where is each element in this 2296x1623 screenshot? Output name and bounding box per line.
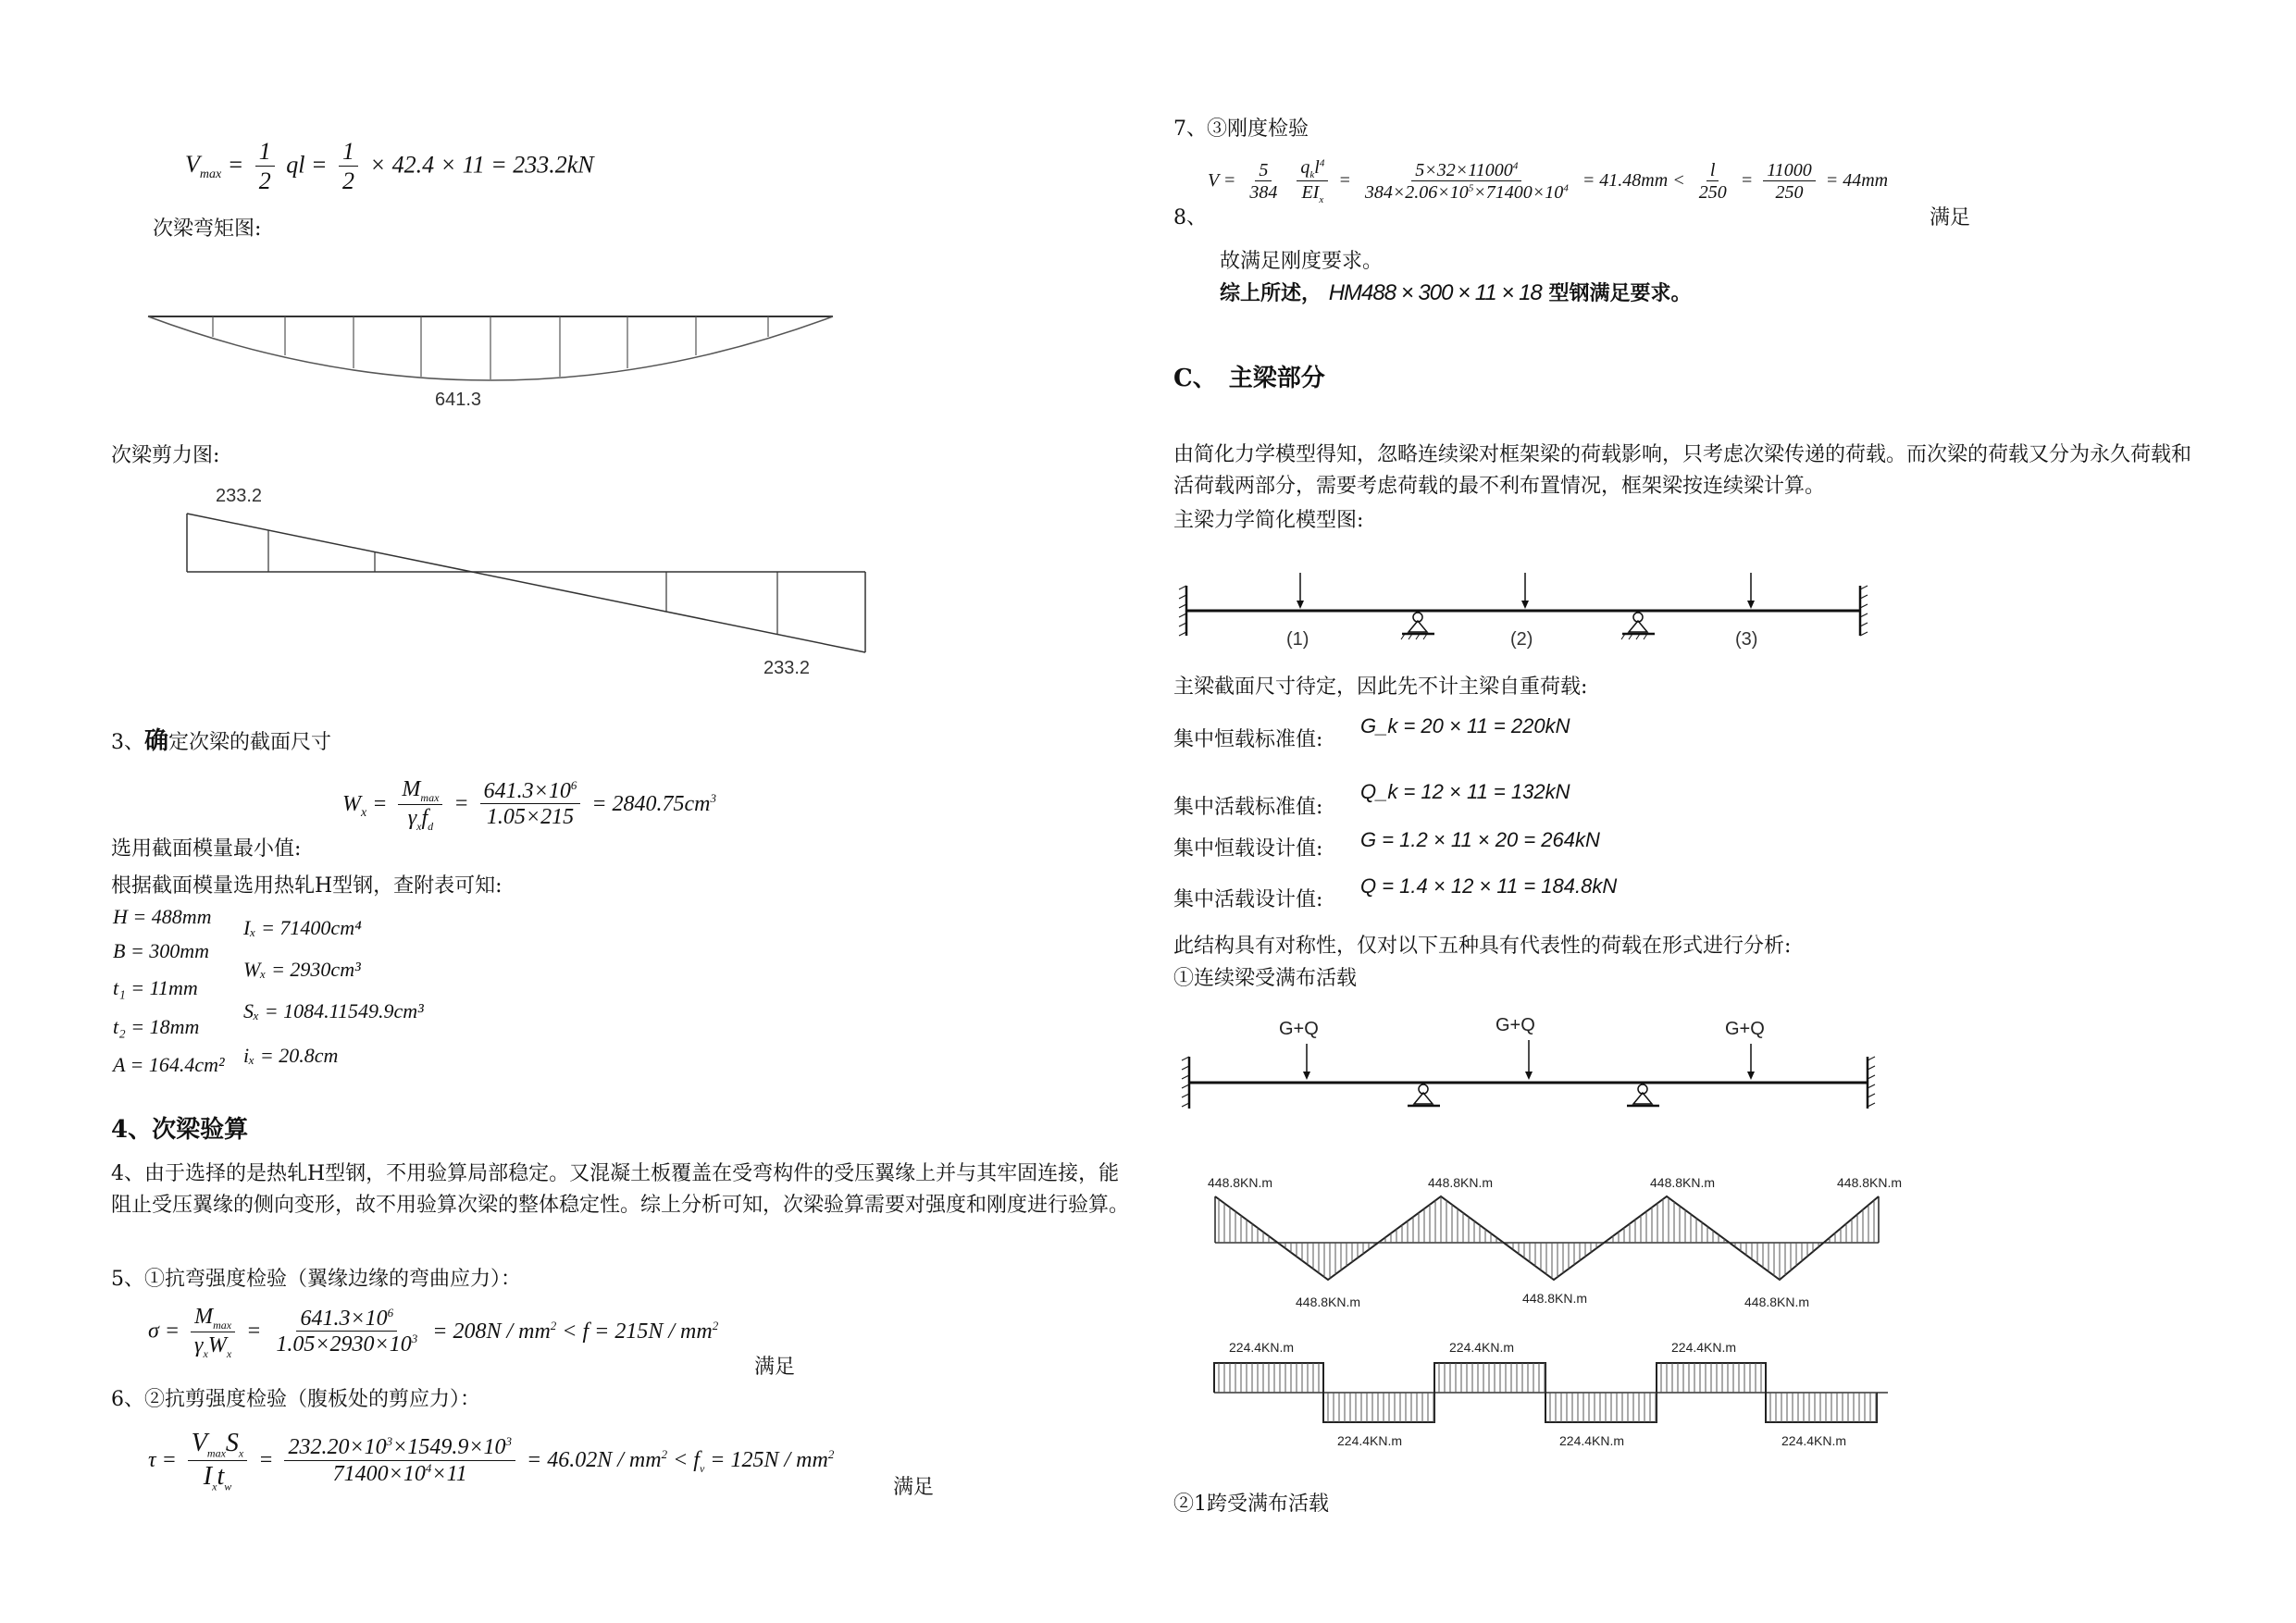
wx-equation: $W_x$ = $\frac{M_{max}}{\gamma_xf_d}$ = $\frac{641.3\times 10^6}{1.05\times 215}$ = $2840.75cm^3$ — [342, 777, 717, 833]
moment-label-5: 448.8KN.m — [1650, 1175, 1716, 1190]
live-std-label: 集中活载标准值: — [1173, 796, 1323, 819]
section-4-title: 4、次梁验算 — [111, 1116, 249, 1144]
case-1-title: ①连续梁受满布活载 — [1173, 967, 1358, 990]
secondary-beam-shear-diagram — [176, 481, 916, 680]
dead-std-equation: G_k = 20 × 11 = 220kN — [1360, 714, 1570, 737]
prop-A: A = 164.4cm² — [113, 1053, 225, 1076]
deflection-equation: V = $\frac{5}{384}$ $\frac{q_kl^4}{EI_x}$ = $\frac{5\times 32\times 11000^4}{384\times 2.06\times 10^5\times 71400\times 10^4}$ = 41.48mm < $\frac{l}{250}$ = $\frac{11000}{250}$ = 44mm — [1208, 157, 1889, 206]
shear-label-4: 224.4KN.m — [1337, 1433, 1403, 1448]
load-arrow-1 — [1297, 573, 1304, 609]
model-title: 主梁力学简化模型图: — [1173, 509, 1364, 532]
dead-std-label: 集中恒载标准值: — [1173, 728, 1323, 751]
section-c-title: C、 主梁部分 — [1173, 365, 1325, 392]
shear-bottom-label: 233.2 — [763, 658, 811, 678]
prop-t1: t₁ = 11mm — [113, 976, 198, 999]
shear-label-1: 224.4KN.m — [1229, 1340, 1295, 1355]
section-designation: HM488 × 300 × 11 × 18 — [1328, 280, 1542, 305]
table-intro-text: 根据截面模量选用热轧H型钢，查附表可知: — [111, 874, 503, 898]
item-8-text: 8、 — [1173, 206, 1207, 229]
symmetry-text: 此结构具有对称性，仅对以下五种具有代表性的荷载在形式进行分析: — [1173, 935, 1792, 958]
shear-top-label: 233.2 — [216, 486, 263, 506]
moment-label-1: 448.8KN.m — [1208, 1175, 1273, 1190]
moment-diagram-title: 次梁弯矩图: — [153, 217, 262, 241]
case1-pin-2 — [1627, 1084, 1659, 1106]
moment-label-4: 448.8KN.m — [1522, 1291, 1588, 1306]
vmax-equation: $V_{max}$ = $\frac{1}{2}$ ql = $\frac{1}{2}$ × 42.4 × 11 = 233.2kN — [185, 138, 594, 194]
tau-equation: τ = $\frac{V_{max}S_x}{I_xt_w}$ = $\frac{232.20\times 10^3\times 1549.9\times 10^3}{71400\times 10^4\times 11}$ = $46.02N / mm^2 < f_v = 125N / mm^2$ — [148, 1429, 835, 1493]
case1-load-2: G+Q — [1496, 1015, 1535, 1035]
moment-hatch — [213, 316, 768, 379]
no-selfweight-text: 主梁截面尺寸待定，因此先不计主梁自重荷载: — [1173, 675, 1588, 699]
case1-load-3: G+Q — [1725, 1019, 1765, 1039]
ok-label-3: 满足 — [1930, 206, 1971, 229]
moment-label-6: 448.8KN.m — [1744, 1295, 1810, 1309]
conclusion-prefix: 综上所述， — [1220, 281, 1322, 305]
case1-right-fixed — [1868, 1057, 1875, 1109]
load-label-2: (2) — [1510, 629, 1533, 650]
item-5-text: 5、①抗弯强度检验（翼缘边缘的弯曲应力）： — [111, 1268, 521, 1291]
load-arrow-2 — [1521, 573, 1529, 609]
item-7-text: 7、③刚度检验 — [1173, 118, 1309, 141]
prop-B: B = 300mm — [113, 939, 210, 962]
moment-label-3: 448.8KN.m — [1428, 1175, 1494, 1190]
conclusion-suffix: 型钢满足要求。 — [1548, 281, 1692, 305]
live-design-label: 集中活载设计值: — [1173, 888, 1323, 911]
case1-left-fixed — [1182, 1057, 1189, 1109]
load-label-3: (3) — [1735, 629, 1758, 650]
prop-ix: iₓ = 20.8cm — [243, 1044, 339, 1067]
case-1-moment-diagram — [1198, 1171, 1911, 1314]
prop-t2: t₂ = 18mm — [113, 1015, 200, 1038]
case1-pin-1 — [1408, 1084, 1440, 1106]
dead-design-label: 集中恒载设计值: — [1173, 837, 1323, 861]
ok-label-1: 满足 — [754, 1356, 796, 1379]
case-1-shear-diagram — [1203, 1337, 1906, 1453]
conclusion-summary — [1220, 278, 1691, 306]
prop-Sx: Sₓ = 1084.11549.9cm³ — [243, 999, 424, 1022]
live-std-equation: Q_k = 12 × 11 = 132kN — [1360, 780, 1570, 803]
load-arrow-3 — [1747, 573, 1755, 609]
main-beam-model-diagram — [1175, 560, 1879, 657]
secondary-beam-moment-diagram — [139, 305, 842, 426]
load-label-1: (1) — [1286, 629, 1309, 650]
shear-label-6: 224.4KN.m — [1781, 1433, 1847, 1448]
live-design-equation: Q = 1.4 × 12 × 11 = 184.8kN — [1360, 874, 1618, 898]
case1-arrow-3 — [1747, 1044, 1755, 1080]
case-1-loading-diagram — [1175, 1009, 1888, 1129]
left-fixed-support — [1179, 586, 1186, 636]
dead-design-equation: G = 1.2 × 11 × 20 = 264kN — [1360, 828, 1600, 851]
ok-label-2: 满足 — [893, 1476, 935, 1499]
case1-moment-hatch — [1219, 1196, 1874, 1280]
case1-load-1: G+Q — [1279, 1019, 1319, 1039]
section-3-title: 3、确定次梁的截面尺寸 — [111, 727, 332, 755]
moment-value-label: 641.3 — [435, 390, 482, 410]
case-2-title: ②1跨受满布活载 — [1173, 1493, 1329, 1516]
conclusion-rigidity: 故满足刚度要求。 — [1220, 250, 1384, 273]
pin-support-1 — [1401, 613, 1434, 639]
prop-H: H = 488mm — [113, 905, 212, 928]
shear-label-3: 224.4KN.m — [1671, 1340, 1737, 1355]
prop-Ix: Iₓ = 71400cm⁴ — [243, 916, 362, 939]
min-modulus-text: 选用截面模量最小值: — [111, 837, 302, 861]
case1-arrow-2 — [1525, 1040, 1533, 1080]
section-c-paragraph: 由简化力学模型得知，忽略连续梁对框架梁的荷载影响，只考虑次梁传递的荷载。而次梁的荷载又分为永久荷载和活荷载两部分，需要考虑荷载的最不利布置情况，框架梁按连续梁计算。 — [1173, 443, 2192, 498]
shear-label-5: 224.4KN.m — [1559, 1433, 1625, 1448]
moment-label-2: 448.8KN.m — [1296, 1295, 1361, 1309]
section-4-paragraph: 4、由于选择的是热轧H型钢，不用验算局部稳定。又混凝土板覆盖在受弯构件的受压翼缘上并与其牢固连接，能阻止受压翼缘的侧向变形，故不用验算次梁的整体稳定性。综上分析可知，次梁验算需要对强度和刚度进行验算。 — [111, 1162, 1130, 1217]
shear-label-2: 224.4KN.m — [1449, 1340, 1515, 1355]
shear-diagram-title: 次梁剪力图: — [111, 444, 220, 467]
pin-support-2 — [1621, 613, 1655, 639]
sigma-equation: σ = $\frac{M_{max}}{\gamma_xW_x}$ = $\frac{641.3\times 10^6}{1.05\times 2930\times 10^3}$ = $208N / mm^2 < f = 215N / mm^2$ — [148, 1305, 719, 1360]
right-fixed-support — [1860, 586, 1868, 636]
prop-Wx: Wₓ = 2930cm³ — [243, 958, 361, 981]
case1-arrow-1 — [1303, 1044, 1310, 1080]
moment-label-7: 448.8KN.m — [1837, 1175, 1903, 1190]
item-6-text: 6、②抗剪强度检验（腹板处的剪应力）： — [111, 1388, 480, 1411]
